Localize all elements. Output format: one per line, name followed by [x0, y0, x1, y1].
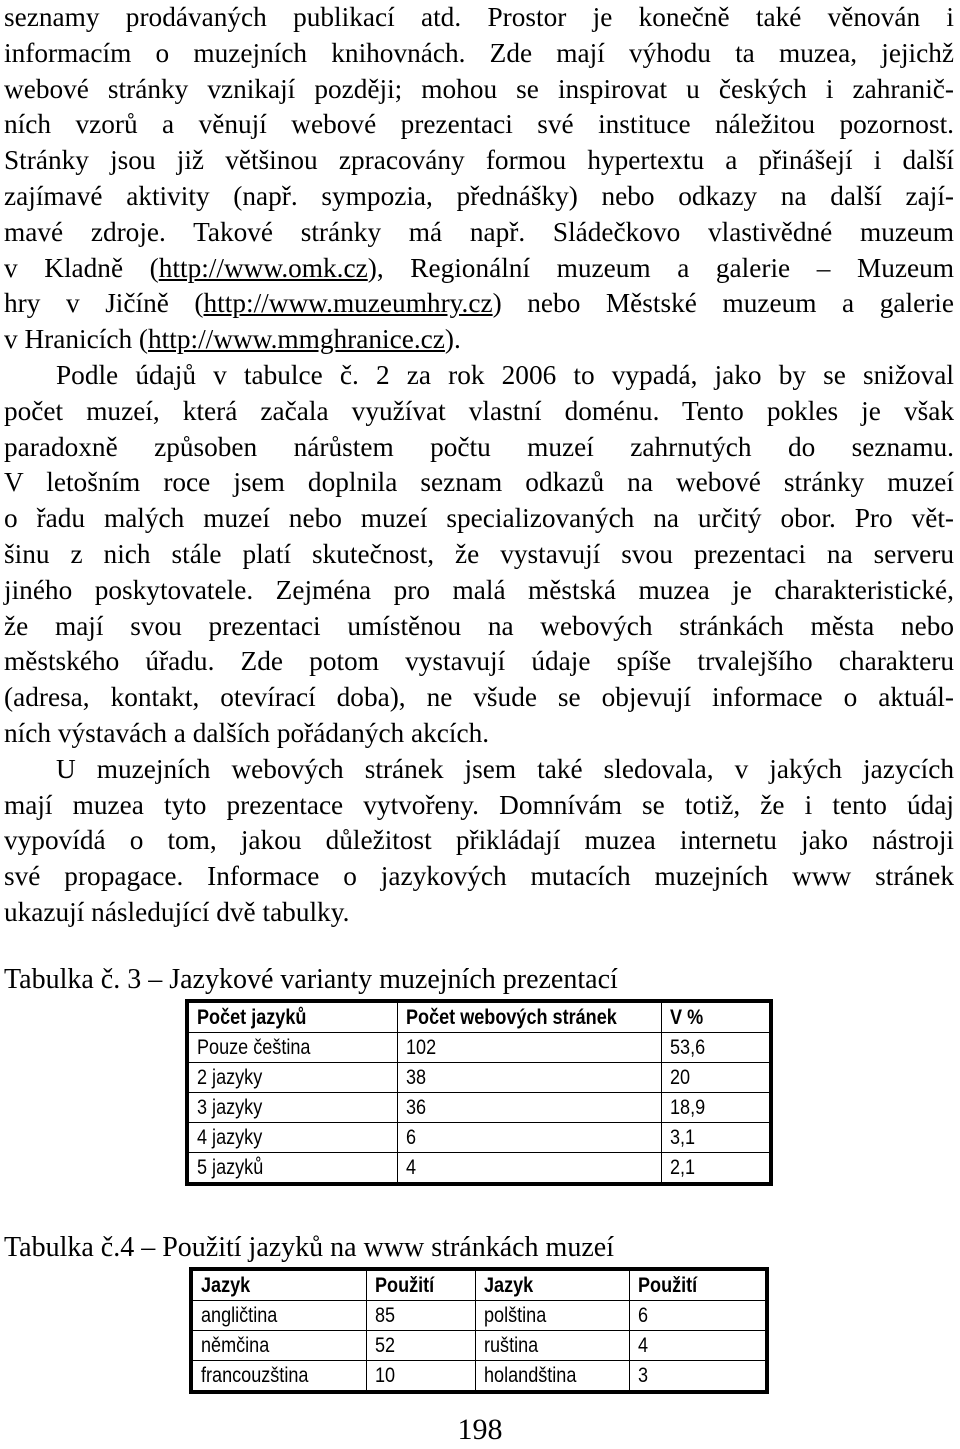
table-header-row: [191, 1269, 767, 1301]
text-line: mají muzea tyto prezentace vytvořeny. Domnívám se totiž, že i tento údaj: [4, 789, 954, 820]
text-line: vypovídá o tom, jakou důležitost přikládají muzea internetu jako nástroji: [4, 825, 954, 856]
table-cell: 18,9: [662, 1093, 772, 1123]
table-cell: polština: [476, 1301, 630, 1331]
table-row: [191, 1361, 767, 1393]
paragraph-3: [4, 752, 954, 931]
table-cell: 85: [367, 1301, 476, 1331]
table-cell: 3: [630, 1361, 768, 1393]
table-row: [187, 1093, 771, 1123]
text-line: zajímavé aktivity (např. sympozia, přednášky) nebo odkazy na další zají-: [4, 180, 954, 211]
text-line: ních výstavách a dalších pořádaných akcích.: [4, 717, 490, 748]
table-cell: angličtina: [191, 1301, 367, 1331]
link-prefix: v Hranicích (: [4, 324, 149, 355]
table-row: [191, 1331, 767, 1361]
table-row: [191, 1301, 767, 1331]
text-line-links-3: [4, 322, 954, 358]
header-cell: Počet jazyků: [187, 1001, 398, 1033]
text-line: ních vzorů a věnují webové prezentaci své instituce náležitou pozornost.: [4, 109, 954, 140]
text-line: V letošním roce jsem doplnila seznam odkazů na webové stránky muzeí: [4, 467, 954, 498]
header-cell: Použití: [367, 1269, 476, 1301]
table-cell: 6: [630, 1301, 768, 1331]
table-4: [189, 1267, 769, 1394]
text-line: o řadu malých muzeí nebo muzeí specializovaných na určitý obor. Pro vět-: [4, 503, 954, 534]
text-line: Podle údajů v tabulce č. 2 za rok 2006 to vypadá, jako by se snižoval: [56, 359, 954, 390]
header-cell: Použití: [630, 1269, 768, 1301]
text-line: webové stránky vznikají později; mohou se inspirovat u českých i zahranič-: [4, 73, 954, 104]
table-cell: 36: [398, 1093, 662, 1123]
table-cell: ruština: [476, 1331, 630, 1361]
link-muzeumhry[interactable]: http://www.muzeumhry.cz: [203, 288, 493, 319]
table-cell: holandština: [476, 1361, 630, 1393]
table-cell: 4: [630, 1331, 768, 1361]
text-line: mavé zdroje. Takové stránky má např. Sládečkovo vlastivědné muzeum: [4, 216, 954, 247]
text-line: že mají svou prezentaci umístěnou na webových stránkách města nebo: [4, 610, 954, 641]
table-4-caption: Tabulka č.4 – Použití jazyků na www stránkách muzeí: [4, 1232, 614, 1263]
text-line: šinu z nich stále platí skutečnost, že vystavují svou prezentaci na serveru: [4, 538, 954, 569]
table-cell: 3,1: [662, 1123, 772, 1153]
text-line: paradoxně způsoben nárůstem počtu muzeí zahrnutých do seznamu.: [4, 431, 954, 462]
link-prefix: hry v Jičíně (: [4, 288, 204, 319]
table-cell: 102: [398, 1033, 662, 1063]
table-cell: 3 jazyky: [187, 1093, 398, 1123]
text-line: ukazují následující dvě tabulky.: [4, 896, 350, 927]
table-row: [187, 1123, 771, 1153]
text-line: městského úřadu. Zde potom vystavují údaje spíše trvalejšího charakteru: [4, 646, 954, 677]
link-suffix: ) nebo Městské muzeum a galerie: [492, 288, 954, 319]
paragraph-2: [4, 358, 954, 752]
header-cell: Počet webových stránek: [398, 1001, 662, 1033]
text-line: jiného poskytovatele. Zejména pro malá městská muzea je charakteristické,: [4, 574, 954, 605]
table-cell: 5 jazyků: [187, 1153, 398, 1185]
page-body: [4, 0, 954, 931]
table-row: [187, 1063, 771, 1093]
table-cell: 4: [398, 1153, 662, 1185]
table-3-caption: Tabulka č. 3 – Jazykové varianty muzejních prezentací: [4, 964, 618, 995]
table-cell: francouzština: [191, 1361, 367, 1393]
link-omk[interactable]: http://www.omk.cz: [158, 252, 368, 283]
link-prefix: v Kladně (: [4, 252, 159, 283]
header-cell: Jazyk: [191, 1269, 367, 1301]
table-cell: 6: [398, 1123, 662, 1153]
table-cell: 53,6: [662, 1033, 772, 1063]
text-line: seznamy prodávaných publikací atd. Prostor je konečně také věnován i: [4, 2, 954, 32]
table-header-row: [187, 1001, 771, 1033]
header-cell: Jazyk: [476, 1269, 630, 1301]
text-line: počet muzeí, která začala využívat vlastní doménu. Tento pokles je však: [4, 395, 954, 426]
text-line: své propagace. Informace o jazykových mutacích muzejních www stránek: [4, 861, 954, 892]
table-cell: němčina: [191, 1331, 367, 1361]
table-cell: 10: [367, 1361, 476, 1393]
table-cell: 2,1: [662, 1153, 772, 1185]
table-3: [185, 999, 773, 1186]
text-line-links-2: [4, 286, 954, 322]
table-cell: 2 jazyky: [187, 1063, 398, 1093]
paragraph-1: [4, 0, 954, 358]
table-cell: 4 jazyky: [187, 1123, 398, 1153]
link-suffix: ).: [444, 324, 461, 355]
text-line-links-1: [4, 251, 954, 287]
text-line: informacím o muzejních knihovnách. Zde mají výhodu ta muzea, jejichž: [4, 37, 954, 68]
text-line: (adresa, kontakt, otevírací doba), ne všude se objevují informace o aktuál-: [4, 682, 954, 713]
table-row: [187, 1033, 771, 1063]
text-line: U muzejních webových stránek jsem také sledovala, v jakých jazycích: [56, 753, 954, 784]
header-cell: V %: [662, 1001, 772, 1033]
table-cell: 52: [367, 1331, 476, 1361]
table-cell: Pouze čeština: [187, 1033, 398, 1063]
link-suffix: ), Regionální muzeum a galerie – Muzeum: [367, 252, 955, 283]
table-row: [187, 1153, 771, 1185]
text-line: Stránky jsou již většinou zpracovány formou hypertextu a přinášejí i další: [4, 145, 954, 176]
table-cell: 38: [398, 1063, 662, 1093]
page-number: 198: [457, 1413, 503, 1446]
link-mmghranice[interactable]: http://www.mmghranice.cz: [148, 324, 445, 355]
table-cell: 20: [662, 1063, 772, 1093]
